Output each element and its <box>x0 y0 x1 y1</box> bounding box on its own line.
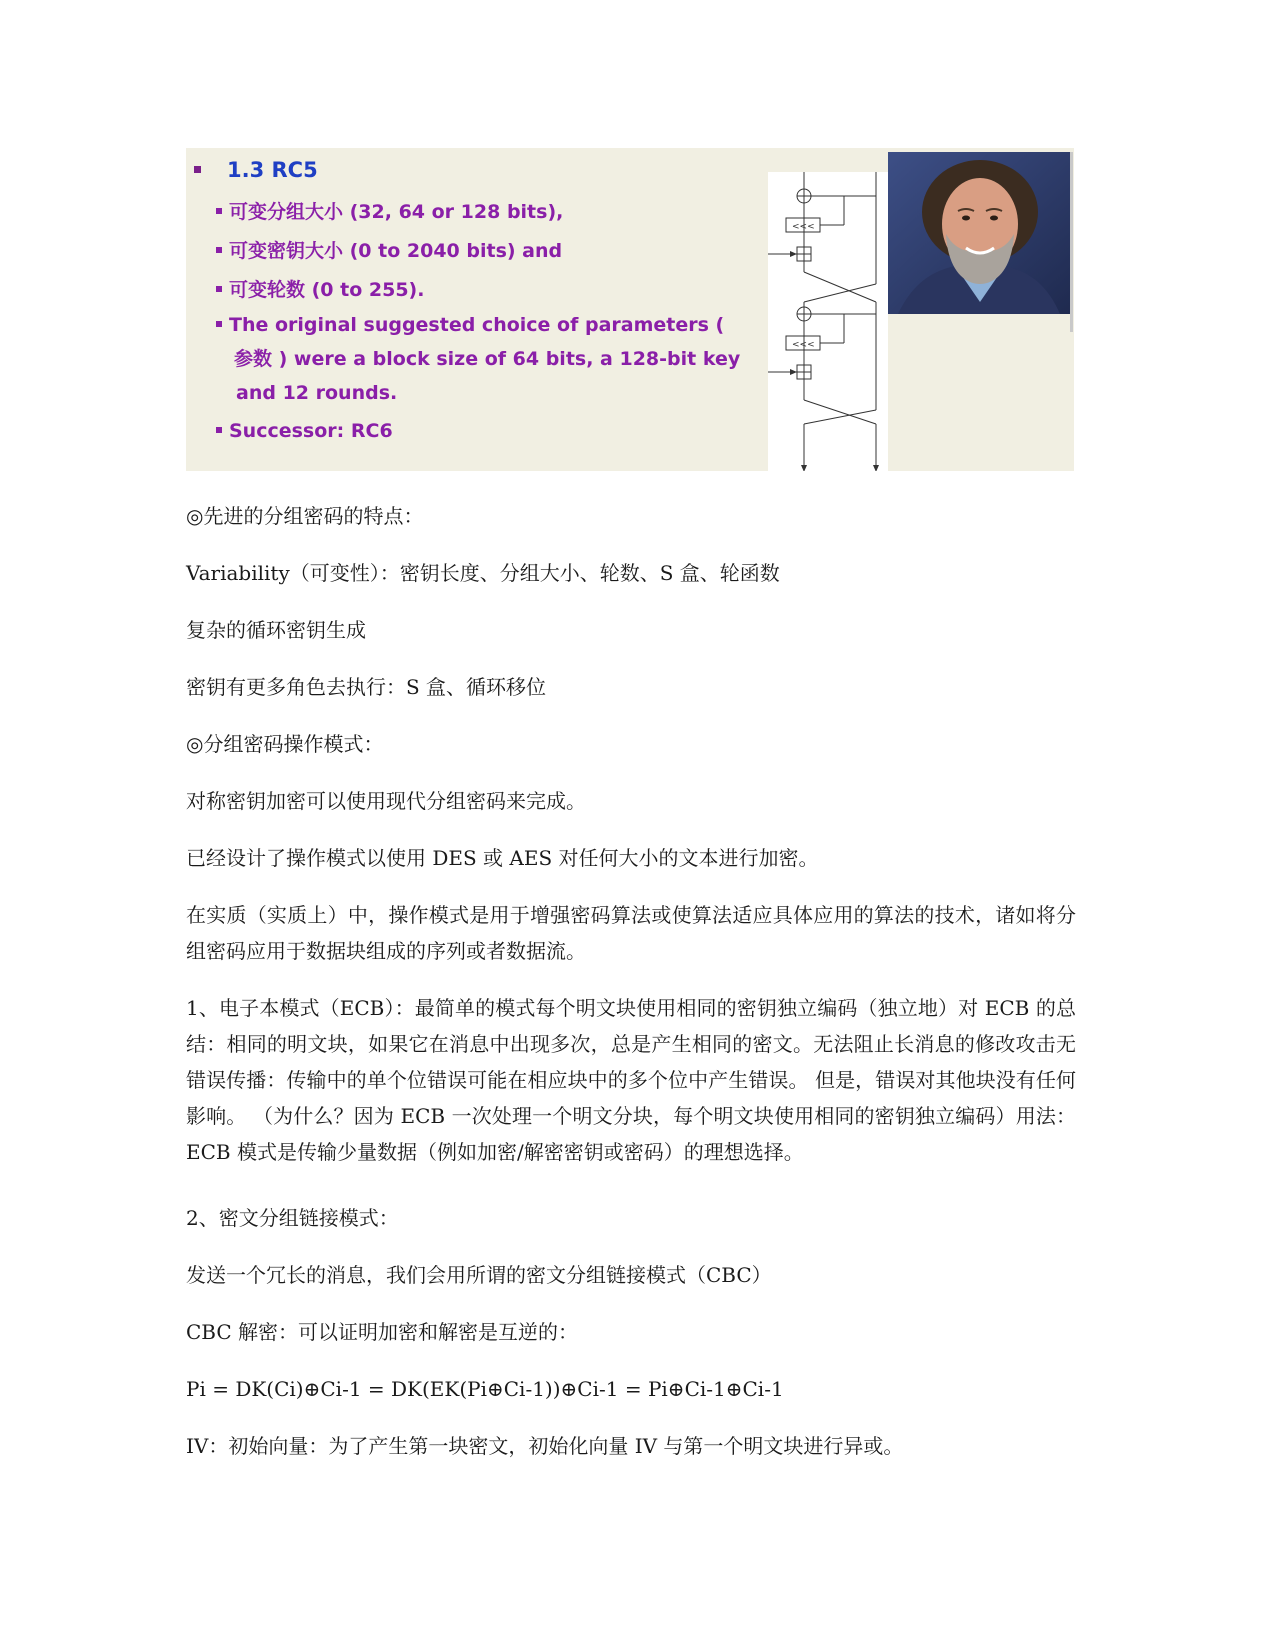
rc5-round-diagram <box>768 172 888 471</box>
slide-bullet-5 <box>216 420 393 442</box>
svg-text:<<<: <<< <box>792 340 815 350</box>
slide-bullet-2 <box>216 236 562 263</box>
slide-title-text: 1.3 RC5 <box>227 158 318 182</box>
slide-bullet-4-cont1: 参数 ) were a block size of 64 bits, a 128-bit key <box>234 348 741 370</box>
paragraph-modes-essence: 在实质（实质上）中，操作模式是用于增强密码算法或使算法适应具体应用的算法的技术，诸如将分组密码应用于数据块组成的序列或者数据流。 <box>186 903 1076 963</box>
paragraph-symmetric-key: 对称密钥加密可以使用现代分组密码来完成。 <box>186 789 586 813</box>
paragraph-key-roles: 密钥有更多角色去执行：S 盒、循环移位 <box>186 675 547 699</box>
bullet-square-icon <box>216 427 222 433</box>
slide-bullet-2-text: 可变密钥大小 (0 to 2040 bits) and <box>229 240 563 262</box>
bullet-square-icon <box>216 286 222 292</box>
paragraph-cbc-heading: 2、密文分组链接模式： <box>186 1206 399 1230</box>
slide-bullet-5-text: Successor: RC6 <box>229 420 393 442</box>
slide-edge-bar <box>1070 152 1073 332</box>
bullet-square-icon <box>216 247 222 253</box>
paragraph-modes-designed: 已经设计了操作模式以使用 DES 或 AES 对任何大小的文本进行加密。 <box>186 846 819 870</box>
slide-bullet-1 <box>216 197 563 224</box>
paragraph-complex-key-schedule: 复杂的循环密钥生成 <box>186 618 366 642</box>
svg-text:<<<: <<< <box>792 222 815 232</box>
bullet-square-icon <box>216 208 222 214</box>
slide-bullet-4-cont2: and 12 rounds. <box>236 382 398 404</box>
bullet-square-icon <box>216 321 222 327</box>
author-portrait-photo <box>888 152 1070 314</box>
slide-title <box>194 158 318 182</box>
slide-bullet-4-text: The original suggested choice of parameters ( <box>229 314 725 336</box>
paragraph-cbc-intro: 发送一个冗长的消息，我们会用所谓的密文分组链接模式（CBC） <box>186 1263 772 1287</box>
paragraph-ecb-mode: 1、电子本模式（ECB）：最简单的模式每个明文块使用相同的密钥独立编码（独立地）对 ECB 的总结：相同的明文块，如果它在消息中出现多次，总是产生相同的密文。无法阻止长消息的修改攻击无错误传播：传输中的单个位错误可能在相应块中的多个位中产生错误。 但是，错误对其他块没有任何影响。 （为什么？因为 ECB 一次处理一个明文分块，每个明文块使用相同的密钥独立编码）用法：ECB 模式是传输少量数据（例如加密/解密密钥或密码）的理想选择。 <box>186 996 1076 1164</box>
paragraph-cbc-formula: Pi = DK(Ci)⊕Ci-1 = DK(EK(Pi⊕Ci-1))⊕Ci-1 = Pi⊕Ci-1⊕Ci-1 <box>186 1377 784 1401</box>
slide-bullet-3-text: 可变轮数 (0 to 255). <box>229 279 425 301</box>
rc5-slide-image <box>186 148 1074 471</box>
slide-bullet-4 <box>216 314 724 336</box>
paragraph-iv: IV：初始向量：为了产生第一块密文，初始化向量 IV 与第一个明文块进行异或。 <box>186 1434 904 1458</box>
bullet-square-icon <box>194 166 201 173</box>
slide-bullet-1-text: 可变分组大小 (32, 64 or 128 bits), <box>229 201 564 223</box>
paragraph-cbc-decryption: CBC 解密：可以证明加密和解密是互逆的： <box>186 1320 579 1344</box>
paragraph-variability: Variability（可变性）：密钥长度、分组大小、轮数、S 盒、轮函数 <box>186 561 780 585</box>
paragraph-advanced-block-cipher-features: ◎先进的分组密码的特点： <box>186 504 424 528</box>
slide-bullet-3 <box>216 275 424 302</box>
paragraph-modes-heading: ◎分组密码操作模式： <box>186 732 384 756</box>
